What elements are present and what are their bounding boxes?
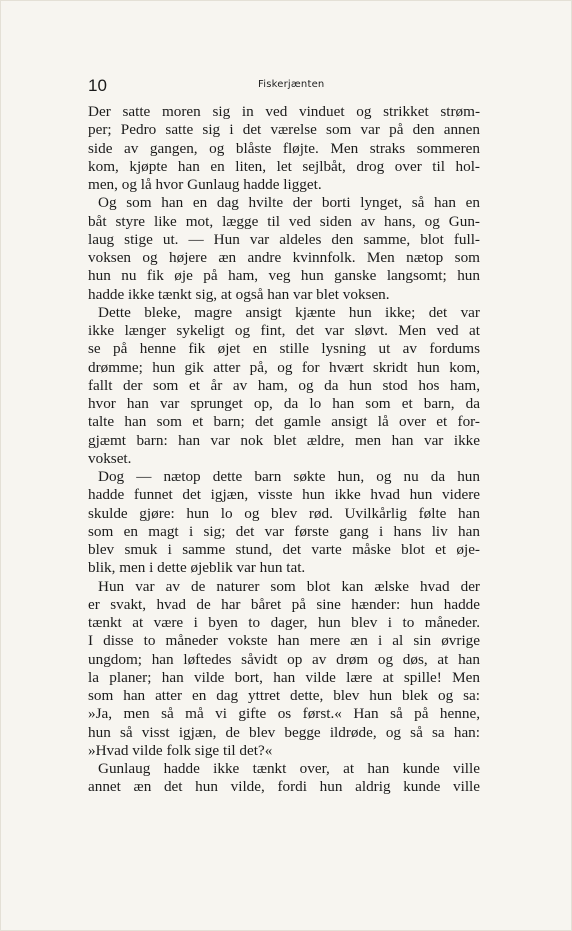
page-number: 10 <box>88 76 107 95</box>
text-line: gjæmt barn: han var nok blet ældre, men han var ikke <box>88 431 480 449</box>
text-line: skulde gjøre: hun lo og blev rød. Uvilkårlig følte han <box>88 504 480 522</box>
text-line: vokset. <box>88 449 132 467</box>
text-line: laug stige ut. — Hun var aldeles den samme, blot full- <box>88 230 480 248</box>
text-line: tænkt at være i byen to dager, hun blev i to måneder. <box>88 614 480 631</box>
running-title: Fiskerjænten <box>258 79 325 90</box>
text-line: se på henne fik øjet en stille lysning ut av fordums <box>88 340 480 358</box>
text-line: hadde ikke tænkt sig, at også han var blet voksen. <box>88 285 390 303</box>
text-line: Gunlaug hadde ikke tænkt over, at han kunde ville <box>98 760 480 777</box>
text-line: hun nu fik øje på ham, veg hun ganske langsomt; hun <box>88 267 480 285</box>
text-line: som en magt i sig; det var første gang i hans liv han <box>88 522 480 540</box>
text-line: Dette bleke, magre ansigt kjænte hun ikke; det var <box>98 303 480 321</box>
text-line: ikke længer sykeligt og fint, det var sløvt. Men ved at <box>88 322 480 339</box>
text-line: blev smuk i samme stund, det varte måske blot et øje- <box>88 541 480 558</box>
text-line: som han atter en dag yttret dette, blev hun blek og sa: <box>88 687 480 704</box>
text-line: er svakt, hvad de har båret på sine hænder: hun hadde <box>88 595 480 613</box>
body-text <box>88 103 480 797</box>
text-line: Der satte moren sig in ved vinduet og strikket strøm- <box>88 103 480 120</box>
text-line: per; Pedro satte sig i det værelse som var på den annen <box>88 121 480 139</box>
text-line: »Hvad vilde folk sige til det?« <box>88 741 273 759</box>
text-line: fallt der som et år av ham, og da hun stod hos ham, <box>88 376 480 394</box>
running-head <box>88 76 480 98</box>
text-line: talte han som et barn; det gamle ansigt lå over et for- <box>88 413 480 431</box>
text-line: »Ja, men så må vi gifte os først.« Han så på henne, <box>88 705 480 723</box>
text-line: drømme; hun gik atter på, og for hvært skridt hun kom, <box>88 358 480 376</box>
text-line: båt styre like mot, lægge til ved siden av hans, og Gun- <box>88 212 480 230</box>
text-line: hvor han var sprunget op, da lo han som et barn, da <box>88 395 480 412</box>
text-line: annet æn det hun vilde, fordi hun aldrig kunde ville <box>88 778 480 796</box>
text-line: kom, kjøpte han en liten, let sejlbåt, drog over til hol- <box>88 157 480 175</box>
text-line: I disse to måneder vokste han mere æn i al sin øvrige <box>88 632 480 650</box>
text-line: Hun var av de naturer som blot kan ælske hvad der <box>98 577 480 595</box>
text-line: men, og lå hvor Gunlaug hadde ligget. <box>88 176 322 193</box>
text-line: hadde funnet det igjæn, visste hun ikke hvad hun videre <box>88 486 480 504</box>
text-line: la planer; han vilde bort, han vilde lære at spille! Men <box>88 668 480 686</box>
text-line: Og som han en dag hvilte der borti lynget, så han en <box>98 194 480 212</box>
text-line: voksen og højere æn andre kvinnfolk. Men nætop som <box>88 249 480 266</box>
text-line: ungdom; han løftedes såvidt op av drøm og døs, at han <box>88 650 480 668</box>
text-line: Dog — nætop dette barn søkte hun, og nu da hun <box>98 468 480 485</box>
text-line: hun så visst igjæn, de blev begge ildrøde, og så sa han: <box>88 723 480 741</box>
text-line: side av gangen, og blåste fløjte. Men straks sommeren <box>88 139 480 157</box>
text-line: blik, men i dette øjeblik var hun tat. <box>88 559 306 577</box>
